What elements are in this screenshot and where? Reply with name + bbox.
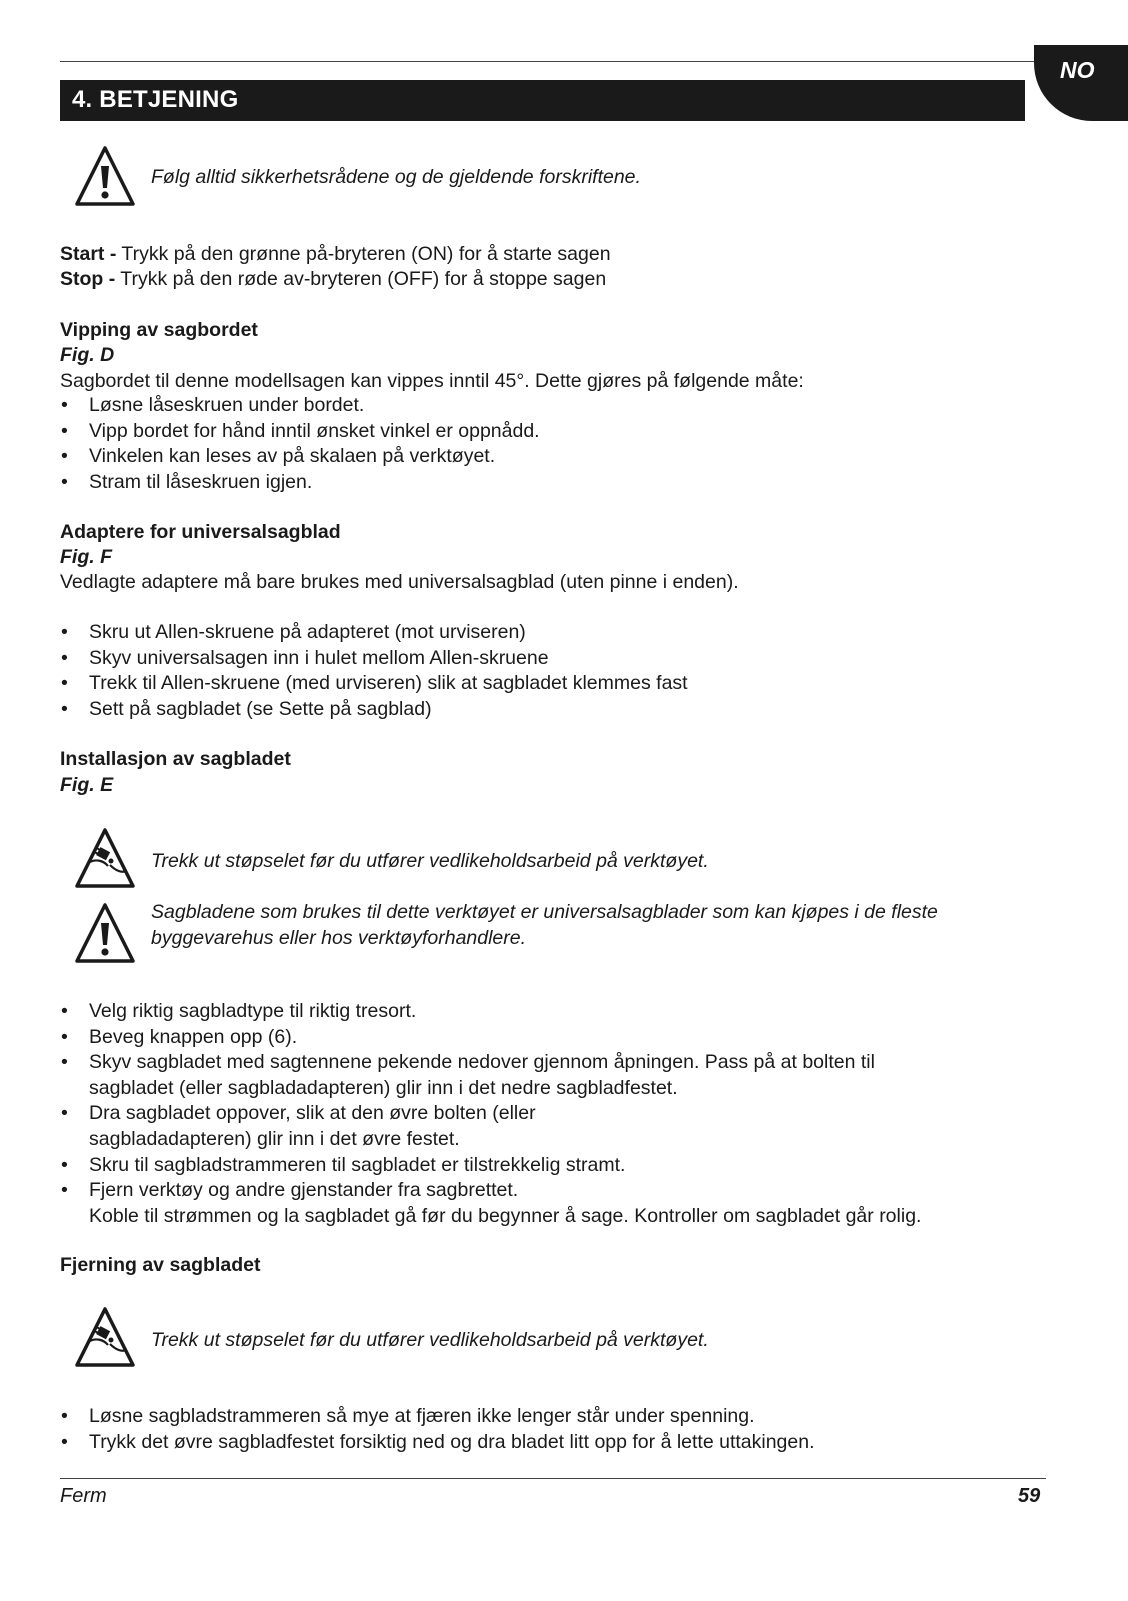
- tilting-heading: Vipping av sagbordet: [60, 319, 258, 341]
- stop-instruction: [60, 266, 606, 292]
- list-item: • Trekk til Allen-skruene (med urviseren) slik at sagbladet klemmes fast: [61, 672, 688, 695]
- page-number: 59: [1018, 1485, 1041, 1507]
- installation-fig-ref: Fig. E: [60, 774, 114, 796]
- list-item: • Skru ut Allen-skruene på adapteret (mot urviseren): [61, 621, 526, 643]
- tilting-fig-ref: Fig. D: [60, 344, 115, 366]
- unplug-note-removal: Trekk ut støpselet før du utfører vedlikeholdsarbeid på verktøyet.: [151, 1329, 709, 1351]
- blade-info-line-1: Sagbladene som brukes til dette verktøyet er universalsagblader som kan kjøpes i de fleste: [151, 901, 938, 923]
- list-item: • Vipp bordet for hånd inntil ønsket vinkel er oppnådd.: [61, 419, 540, 442]
- footer-brand: Ferm: [60, 1485, 107, 1507]
- blade-info-note: [151, 899, 938, 951]
- list-item: • Velg riktig sagbladtype til riktig tresort.: [61, 1000, 417, 1022]
- list-item: • Løsne låseskruen under bordet.: [61, 394, 365, 416]
- language-tab: [1034, 45, 1128, 121]
- list-item: • Vinkelen kan leses av på skalaen på verktøyet.: [61, 445, 496, 468]
- blade-info-line-2: byggevarehus eller hos verktøyforhandlere.: [151, 927, 527, 949]
- list-item: • Beveg knappen opp (6).: [61, 1025, 298, 1048]
- installation-heading: Installasjon av sagbladet: [60, 748, 291, 770]
- adapters-heading: Adaptere for universalsagblad: [60, 521, 341, 543]
- list-item: • Trykk det øvre sagbladfestet forsiktig ned og dra bladet litt opp for å lette uttakingen.: [61, 1430, 815, 1453]
- top-rule: [60, 61, 1046, 62]
- removal-steps: [60, 1404, 1020, 1455]
- list-item: • Løsne sagbladstrammeren så mye at fjæren ikke lenger står under spenning.: [61, 1405, 755, 1427]
- list-item: • Skru til sagbladstrammeren til sagbladet er tilstrekkelig stramt.: [61, 1153, 626, 1176]
- unplug-triangle-icon: [74, 827, 136, 889]
- installation-steps: [60, 999, 1020, 1229]
- language-code: NO: [1060, 57, 1095, 83]
- unplug-note-installation: Trekk ut støpselet før du utfører vedlikeholdsarbeid på verktøyet.: [151, 850, 709, 872]
- adapters-intro: Vedlagte adaptere må bare brukes med universalsagblad (uten pinne i enden).: [60, 571, 739, 593]
- general-warning-note: Følg alltid sikkerhetsrådene og de gjeldende forskriftene.: [151, 166, 641, 188]
- list-item: • Skyv sagbladet med sagtennene pekende nedover gjennom åpningen. Pass på at bolten til sagbladet (eller sagbladadapteren) glir inn i det nedre sagbladfestet.: [61, 1051, 875, 1099]
- section-title: 4. BETJENING: [72, 86, 239, 113]
- start-label: Start -: [60, 243, 117, 265]
- bottom-rule: [60, 1478, 1046, 1479]
- unplug-triangle-icon: [74, 1306, 136, 1368]
- list-item: • Sett på sagbladet (se Sette på sagblad): [61, 697, 432, 720]
- start-instruction: [60, 241, 611, 267]
- list-item: • Stram til låseskruen igjen.: [61, 470, 313, 493]
- adapters-steps: [60, 620, 1020, 722]
- tilting-steps: [60, 393, 1020, 495]
- warning-triangle-icon: [74, 902, 136, 964]
- section-heading-bar: [60, 80, 1025, 121]
- start-text: Trykk på den grønne på-bryteren (ON) for å starte sagen: [116, 243, 611, 265]
- list-item: • Fjern verktøy og andre gjenstander fra sagbrettet. Koble til strømmen og la sagbladet gå før du begynner å sage. Kontroller om sagbladet går rolig.: [61, 1179, 922, 1227]
- list-item: • Dra sagbladet oppover, slik at den øvre bolten (eller sagbladadapteren) glir inn i det øvre festet.: [61, 1102, 536, 1150]
- adapters-fig-ref: Fig. F: [60, 546, 112, 568]
- stop-text: Trykk på den røde av-bryteren (OFF) for å stoppe sagen: [115, 268, 607, 290]
- list-item: • Skyv universalsagen inn i hulet mellom Allen-skruene: [61, 646, 549, 669]
- warning-triangle-icon: [74, 145, 136, 207]
- removal-heading: Fjerning av sagbladet: [60, 1254, 261, 1276]
- tilting-intro: Sagbordet til denne modellsagen kan vippes inntil 45°. Dette gjøres på følgende måte:: [60, 370, 804, 392]
- stop-label: Stop -: [60, 268, 116, 290]
